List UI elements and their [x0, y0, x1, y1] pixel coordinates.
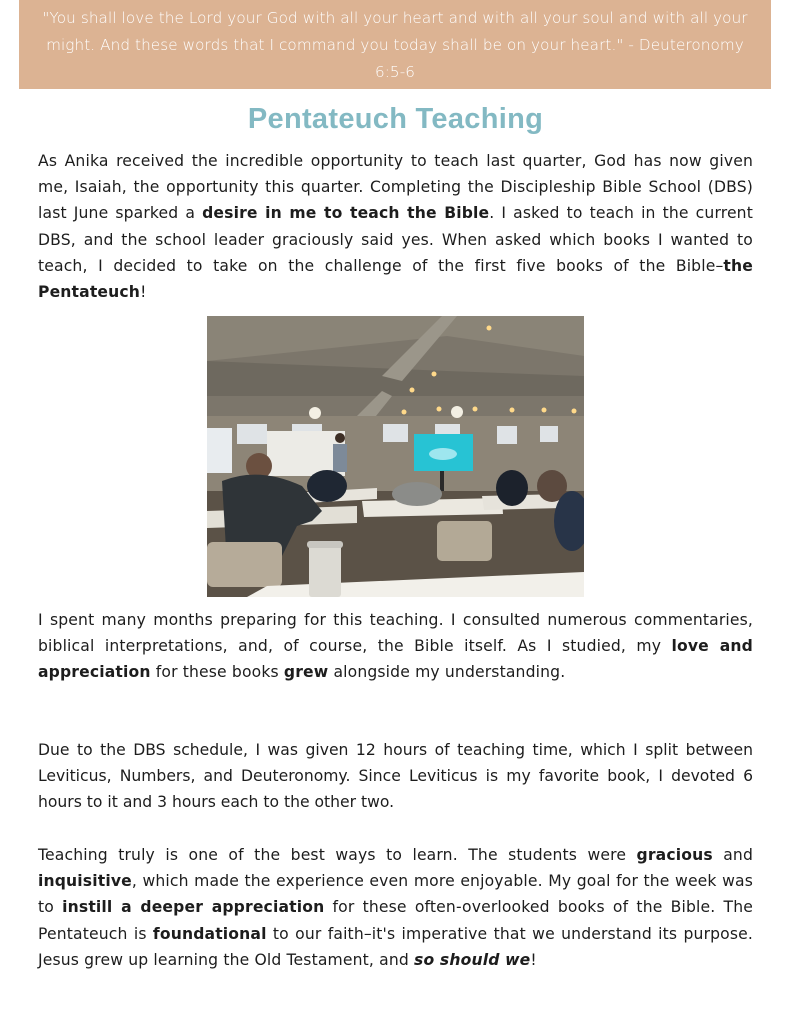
paragraph-text: !: [140, 283, 147, 302]
paragraph-preparation: [38, 607, 753, 686]
paragraph-text: and: [712, 846, 753, 864]
emphasis-text: instill a deeper appreciation: [62, 898, 325, 917]
emphasis-text: foundational: [152, 924, 267, 943]
emphasis-text: gracious: [636, 846, 713, 864]
paragraph-text: I spent many months preparing for this teaching. I consulted numerous commentaries, biblical interpretations, and, of course, the Bible itself. As I studied, my: [38, 611, 753, 656]
paragraph-reflection: [38, 842, 753, 973]
paragraph-text: !: [530, 950, 537, 969]
emphasis-text: so should we: [414, 950, 531, 969]
photo-ceiling-light: [309, 407, 321, 419]
paragraph-text: Teaching truly is one of the best ways to learn. The students were: [38, 846, 637, 864]
photo-whiteboard: [207, 428, 232, 473]
emphasis-text: desire in me to teach the Bible: [202, 204, 490, 223]
paragraph-text: . I asked to teach in the current DBS, and the school leader graciously said yes. When asked which books I wanted to teach, I decided to take on the challenge of the first five books of the Bible–: [38, 204, 753, 275]
emphasis-text: inquisitive: [38, 872, 132, 891]
paragraph-intro: [38, 148, 753, 305]
paragraph-text: for these books: [150, 663, 284, 682]
scripture-quote-banner: [19, 0, 771, 89]
photo-student: [392, 482, 442, 506]
photo-tumbler: [309, 544, 341, 597]
emphasis-text: the Pentateuch: [38, 256, 753, 302]
article-title: Pentateuch Teaching: [247, 103, 544, 135]
photo-student: [307, 470, 347, 502]
paragraph-text: for these often-overlooked books of the Bible. The Pentateuch is: [38, 898, 753, 943]
paragraph-schedule: [38, 737, 753, 816]
scripture-quote-text: "You shall love the Lord your God with all your heart and with all your soul and with all your might. And these words that I command you today shall be on your heart." - Deuteronomy 6:5-6: [42, 9, 748, 81]
paragraph-text: alongside my understanding.: [328, 663, 566, 682]
photo-chair: [207, 542, 282, 587]
emphasis-text: grew: [283, 663, 329, 682]
paragraph-text: Due to the DBS schedule, I was given 12 hours of teaching time, which I split between Leviticus, Numbers, and Deuteronomy. Since Leviticus is my favorite book, I devoted 6 hours to it and 3 hours each to the other two.: [38, 741, 753, 812]
paragraph-text: to our faith–it's imperative that we understand its purpose. Jesus grew up learning the Old Testament, and: [38, 924, 753, 969]
photo-student: [496, 470, 528, 506]
paragraph-text: As Anika received the incredible opportunity to teach last quarter, God has now given me, Isaiah, the opportunity this quarter. Completing the Discipleship Bible School (DBS) last June sparked a: [38, 152, 753, 223]
emphasis-text: love and appreciation: [38, 637, 753, 682]
photo-teacher: [333, 444, 347, 472]
photo-ceiling-light: [451, 406, 463, 418]
paragraph-text: , which made the experience even more enjoyable. My goal for the week was to: [38, 872, 753, 917]
classroom-photo: [207, 316, 584, 597]
photo-chair: [437, 521, 492, 561]
